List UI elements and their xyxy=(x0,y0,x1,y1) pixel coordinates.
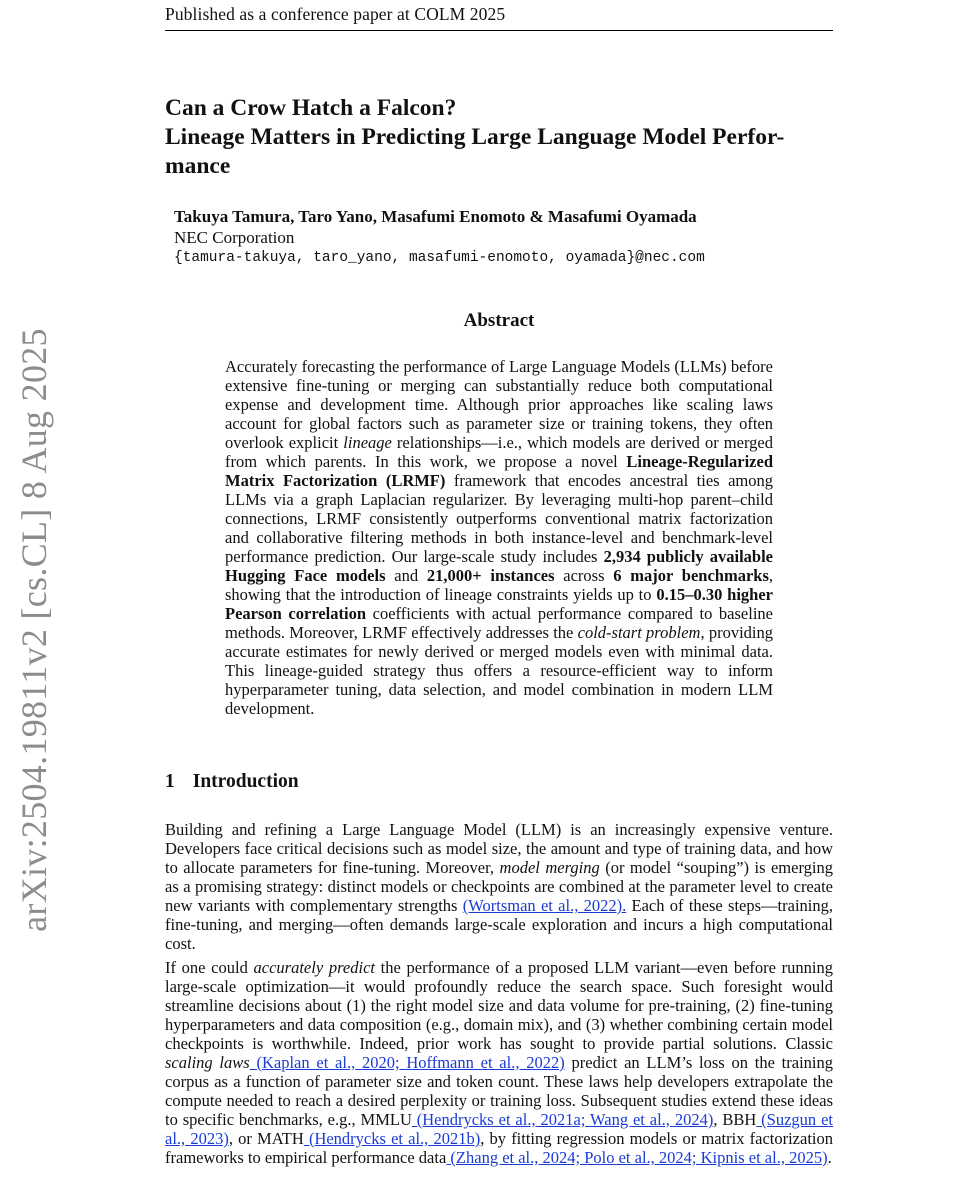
paragraph-emphasis: accurately predict xyxy=(253,958,375,977)
abstract-text: framework that encodes ancestral ties among LLMs via a graph Laplacian regularizer. By leveraging multi-hop parent–child connections, LRMF consistently outperforms conventional matrix factorization and collaborative filtering methods in both instance-level and benchmark-level performance prediction. Our large-scale study includes xyxy=(225,471,773,566)
paragraph-text: Building and refining a Large Language Model (LLM) is an increasingly expensive venture. Developers face critical decisions such as model size, the amount and type of training data, and how to allocate parameters for fine-tuning. Moreover, xyxy=(165,820,833,877)
section-number: 1 xyxy=(165,771,175,792)
paragraph-text: . xyxy=(827,1148,832,1167)
arxiv-side-stamp xyxy=(14,327,54,932)
abstract-bold: 6 major benchmarks xyxy=(613,566,769,585)
paper-title xyxy=(165,94,845,181)
title-line-2: Lineage Matters in Predicting Large Language Model Perfor- xyxy=(165,124,785,150)
abstract-text: , showing that the introduction of lineage constraints yields up to xyxy=(225,566,773,604)
abstract-text: and xyxy=(385,566,427,585)
paragraph-emphasis: model merging xyxy=(499,858,600,877)
abstract-emphasis: cold-start problem xyxy=(577,623,701,642)
abstract-bold: 21,000+ instances xyxy=(426,566,555,585)
author-emails: {tamura-takuya, taro_yano, masafumi-enomoto, oyamada}@nec.com xyxy=(174,250,705,266)
abstract-bold: Lineage-Regularized Matrix Factorization (LRMF) xyxy=(225,452,773,490)
paragraph-text: (or model “souping”) is emerging as a promising strategy: distinct models or checkpoints are combined at the parameter level to create new variants with complementary strengths xyxy=(165,858,833,915)
abstract-bold: 2,934 publicly available Hugging Face models xyxy=(225,547,774,585)
intro-paragraph-1 xyxy=(165,820,833,953)
abstract-text: , providing accurate estimates for newly derived or merged models even with minimal data. This lineage-guided strategy thus offers a resource-efficient way to inform hyperparameter tuning, data selection, and model combination in modern LLM development. xyxy=(225,623,773,718)
paragraph-text: , or MATH xyxy=(228,1129,304,1148)
section-title: Introduction xyxy=(192,771,299,792)
citation-link[interactable]: (Wortsman et al., 2022). xyxy=(462,896,627,915)
header-rule xyxy=(165,30,833,31)
section-heading-introduction xyxy=(165,771,299,793)
citation-link[interactable]: (Hendrycks et al., 2021b) xyxy=(303,1129,481,1148)
intro-paragraph-2 xyxy=(165,958,833,1167)
paragraph-text: , by fitting regression models or matrix factorization frameworks to empirical performance data xyxy=(165,1129,834,1167)
abstract-text: Accurately forecasting the performance of Large Language Models (LLMs) before extensive fine-tuning or merging can substantially reduce both computational expense and development time. Although prior approaches like scaling laws account for global factors such as parameter size or training tokens, they often overlook explicit xyxy=(225,357,773,452)
paragraph-emphasis: scaling laws xyxy=(165,1053,250,1072)
abstract-bold: 0.15–0.30 higher Pearson correlation xyxy=(225,585,774,623)
abstract-text: relationships—i.e., which models are derived or merged from which parents. In this work, we propose a novel xyxy=(225,433,773,471)
affiliation: NEC Corporation xyxy=(174,228,295,247)
running-header: Published as a conference paper at COLM 2025 xyxy=(165,4,506,24)
paragraph-text: the performance of a proposed LLM variant—even before running large-scale optimization—it would profoundly reduce the search space. Such foresight would streamline decisions about (1) the right model size and data volume for pre-training, (2) fine-tuning hyperparameters and data composition (e.g., domain mix), and (3) whether combining certain model checkpoints is worthwhile. Indeed, prior work has sought to provide partial solutions. Classic xyxy=(165,958,833,1053)
citation-link[interactable]: (Zhang et al., 2024; Polo et al., 2024; Kipnis et al., 2025) xyxy=(446,1148,828,1167)
citation-link[interactable]: (Kaplan et al., 2020; Hoffmann et al., 2022) xyxy=(249,1053,565,1072)
arxiv-id-label: arXiv:2504.19811v2 [cs.CL] 8 Aug 2025 xyxy=(14,327,54,932)
title-line-1: Can a Crow Hatch a Falcon? xyxy=(165,95,457,121)
paragraph-text: If one could xyxy=(165,958,254,977)
citation-link[interactable]: (Hendrycks et al., 2021a; Wang et al., 2024) xyxy=(411,1110,714,1129)
paragraph-text: , BBH xyxy=(713,1110,757,1129)
author-names: Takuya Tamura, Taro Yano, Masafumi Enomoto & Masafumi Oyamada xyxy=(174,207,697,226)
abstract-heading: Abstract xyxy=(463,310,535,331)
abstract-text: across xyxy=(554,566,614,585)
title-line-3: mance xyxy=(165,153,231,179)
abstract-text: coefficients with actual performance compared to baseline methods. Moreover, LRMF effectively addresses the xyxy=(225,604,773,642)
abstract-body xyxy=(225,357,773,718)
author-block xyxy=(174,206,705,269)
paragraph-text: predict an LLM’s loss on the training corpus as a function of parameter size and token count. These laws help developers extrapolate the compute needed to reach a desired perplexity or training loss. Subsequent studies extend these ideas to specific benchmarks, e.g., MMLU xyxy=(165,1053,833,1129)
abstract-emphasis: lineage xyxy=(343,433,392,452)
paragraph-text: Each of these steps—training, fine-tuning, and merging—often demands large-scale exploration and incurs a high computational cost. xyxy=(165,896,833,953)
citation-link[interactable]: (Suzgun et al., 2023) xyxy=(165,1110,833,1148)
